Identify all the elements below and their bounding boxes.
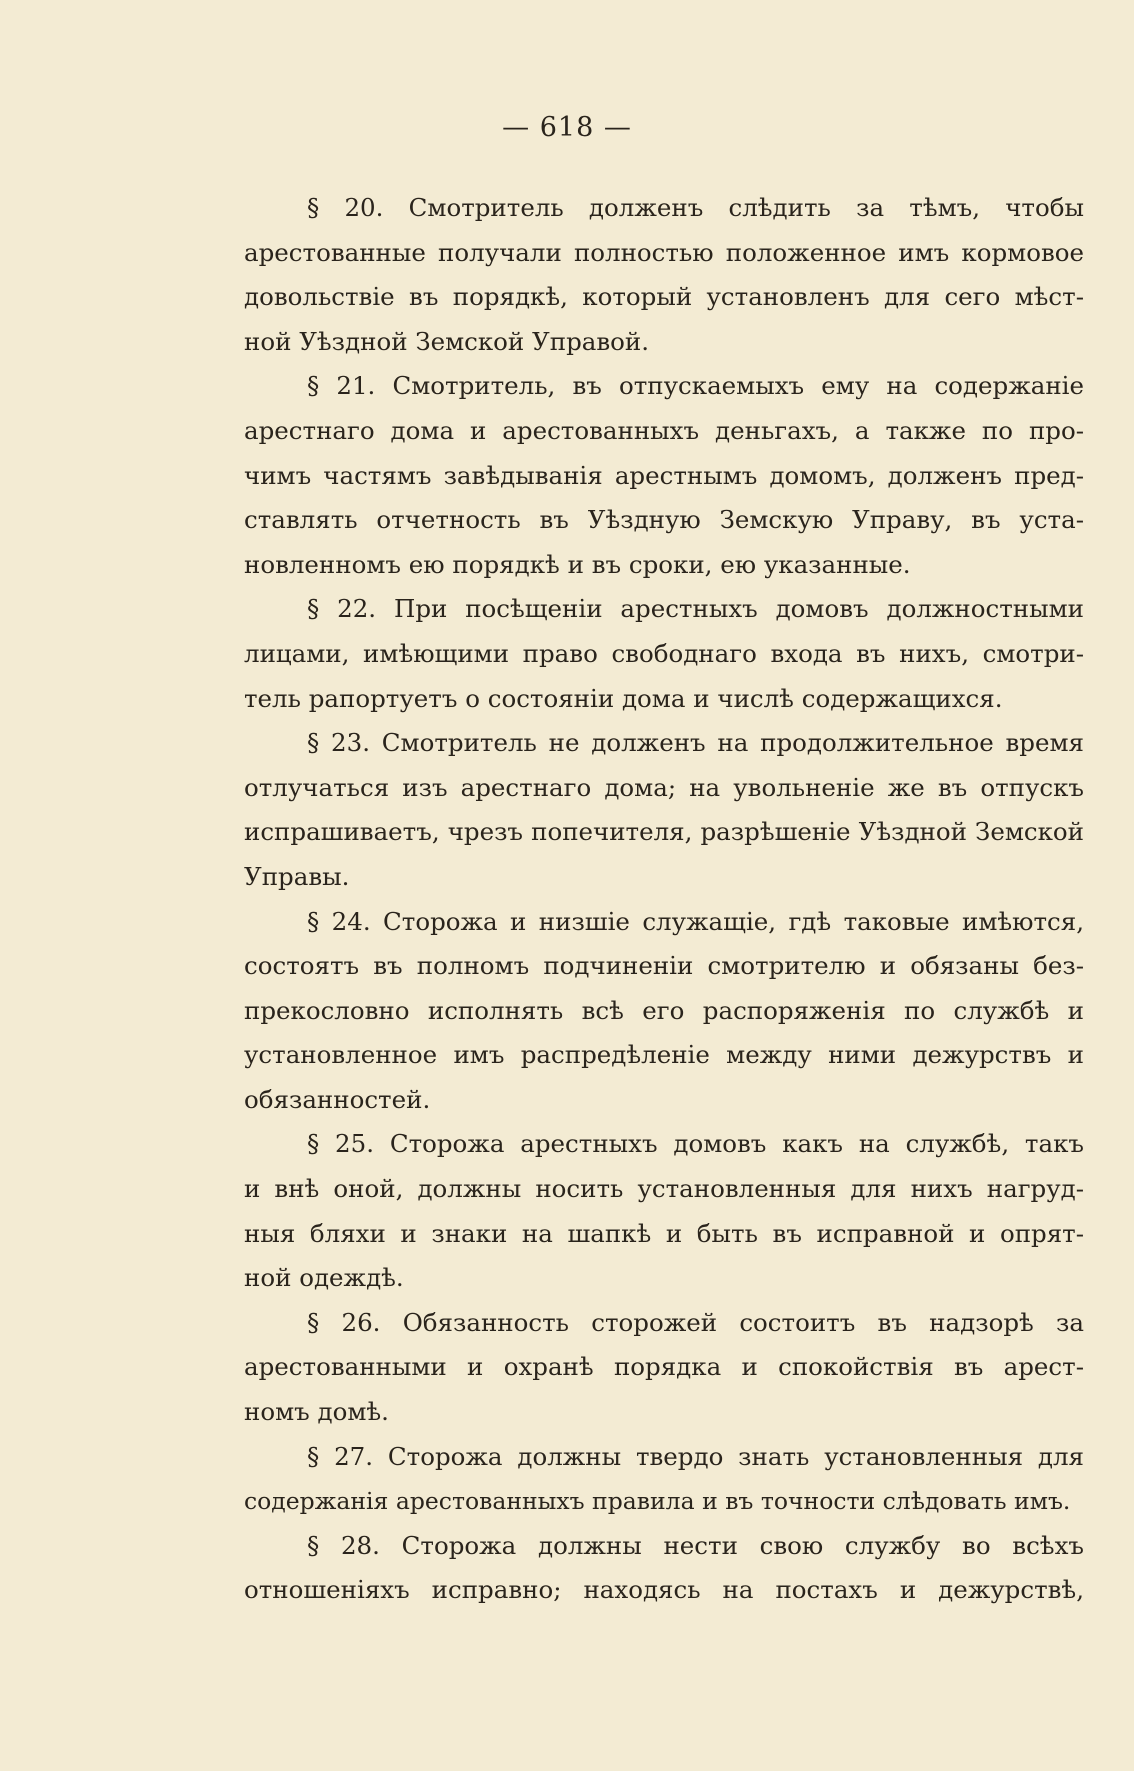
text-line: номъ домѣ.	[244, 1397, 389, 1427]
text-line: § 26. Обязанность сторожей состоитъ въ надзорѣ за	[307, 1307, 1084, 1337]
text-line: § 27. Сторожа должны твердо знать установленныя для	[307, 1441, 1084, 1471]
text-line: чимъ частямъ завѣдыванія арестнымъ домомъ, долженъ пред-	[244, 460, 1084, 490]
text-line: Управы.	[244, 861, 350, 891]
text-line: § 28. Сторожа должны нести свою службу во всѣхъ	[307, 1530, 1084, 1560]
text-line: довольствіе въ порядкѣ, который установленъ для сего мѣст-	[244, 282, 1084, 312]
text-line: арестованные получали полностью положенное имъ кормовое	[244, 237, 1084, 267]
text-line: новленномъ ею порядкѣ и въ сроки, ею указанные.	[244, 549, 911, 579]
text-line: испрашиваетъ, чрезъ попечителя, разрѣшеніе Уѣздной Земской	[244, 817, 1084, 847]
text-line: арестованными и охранѣ порядка и спокойствія въ арест-	[244, 1352, 1084, 1382]
text-line: обязанностей.	[244, 1084, 431, 1114]
page-number: — 618 —	[502, 112, 632, 143]
text-line: § 23. Смотритель не долженъ на продолжительное время	[307, 728, 1084, 758]
text-line: прекословно исполнять всѣ его распоряженія по службѣ и	[244, 995, 1084, 1025]
text-line: состоятъ въ полномъ подчиненіи смотрителю и обязаны без-	[244, 951, 1084, 981]
text-line: тель рапортуетъ о состояніи дома и числѣ содержащихся.	[244, 683, 1003, 713]
text-line: § 20. Смотритель долженъ слѣдить за тѣмъ, чтобы	[307, 193, 1084, 222]
page-text	[244, 186, 1084, 1613]
text-line: содержанія арестованныхъ правила и въ точности слѣдовать имъ.	[244, 1487, 1071, 1516]
text-line: арестнаго дома и арестованныхъ деньгахъ, а также по про-	[244, 415, 1084, 445]
text-line: § 22. При посѣщеніи арестныхъ домовъ должностными	[307, 594, 1084, 624]
text-line: отношеніяхъ исправно; находясь на постахъ и дежурствѣ,	[244, 1575, 1084, 1605]
text-line: ныя бляхи и знаки на шапкѣ и быть въ исправной и опрят-	[244, 1218, 1084, 1248]
text-line: отлучаться изъ арестнаго дома; на увольненіе же въ отпускъ	[244, 772, 1084, 802]
text-line: ставлять отчетность въ Уѣздную Земскую Управу, въ уста-	[244, 505, 1084, 535]
text-line: ной одеждѣ.	[244, 1263, 404, 1293]
text-line: § 21. Смотритель, въ отпускаемыхъ ему на содержаніе	[307, 371, 1084, 401]
text-line: установленное имъ распредѣленіе между ними дежурствъ и	[244, 1040, 1084, 1070]
text-line: ной Уѣздной Земской Управой.	[244, 326, 650, 356]
text-line: § 25. Сторожа арестныхъ домовъ какъ на службѣ, такъ	[307, 1129, 1084, 1159]
text-line: § 24. Сторожа и низшіе служащіе, гдѣ таковые имѣются,	[307, 906, 1084, 936]
text-line: лицами, имѣющими право свободнаго входа въ нихъ, смотри-	[244, 638, 1084, 668]
text-line: и внѣ оной, должны носить установленныя для нихъ нагруд-	[244, 1174, 1084, 1204]
